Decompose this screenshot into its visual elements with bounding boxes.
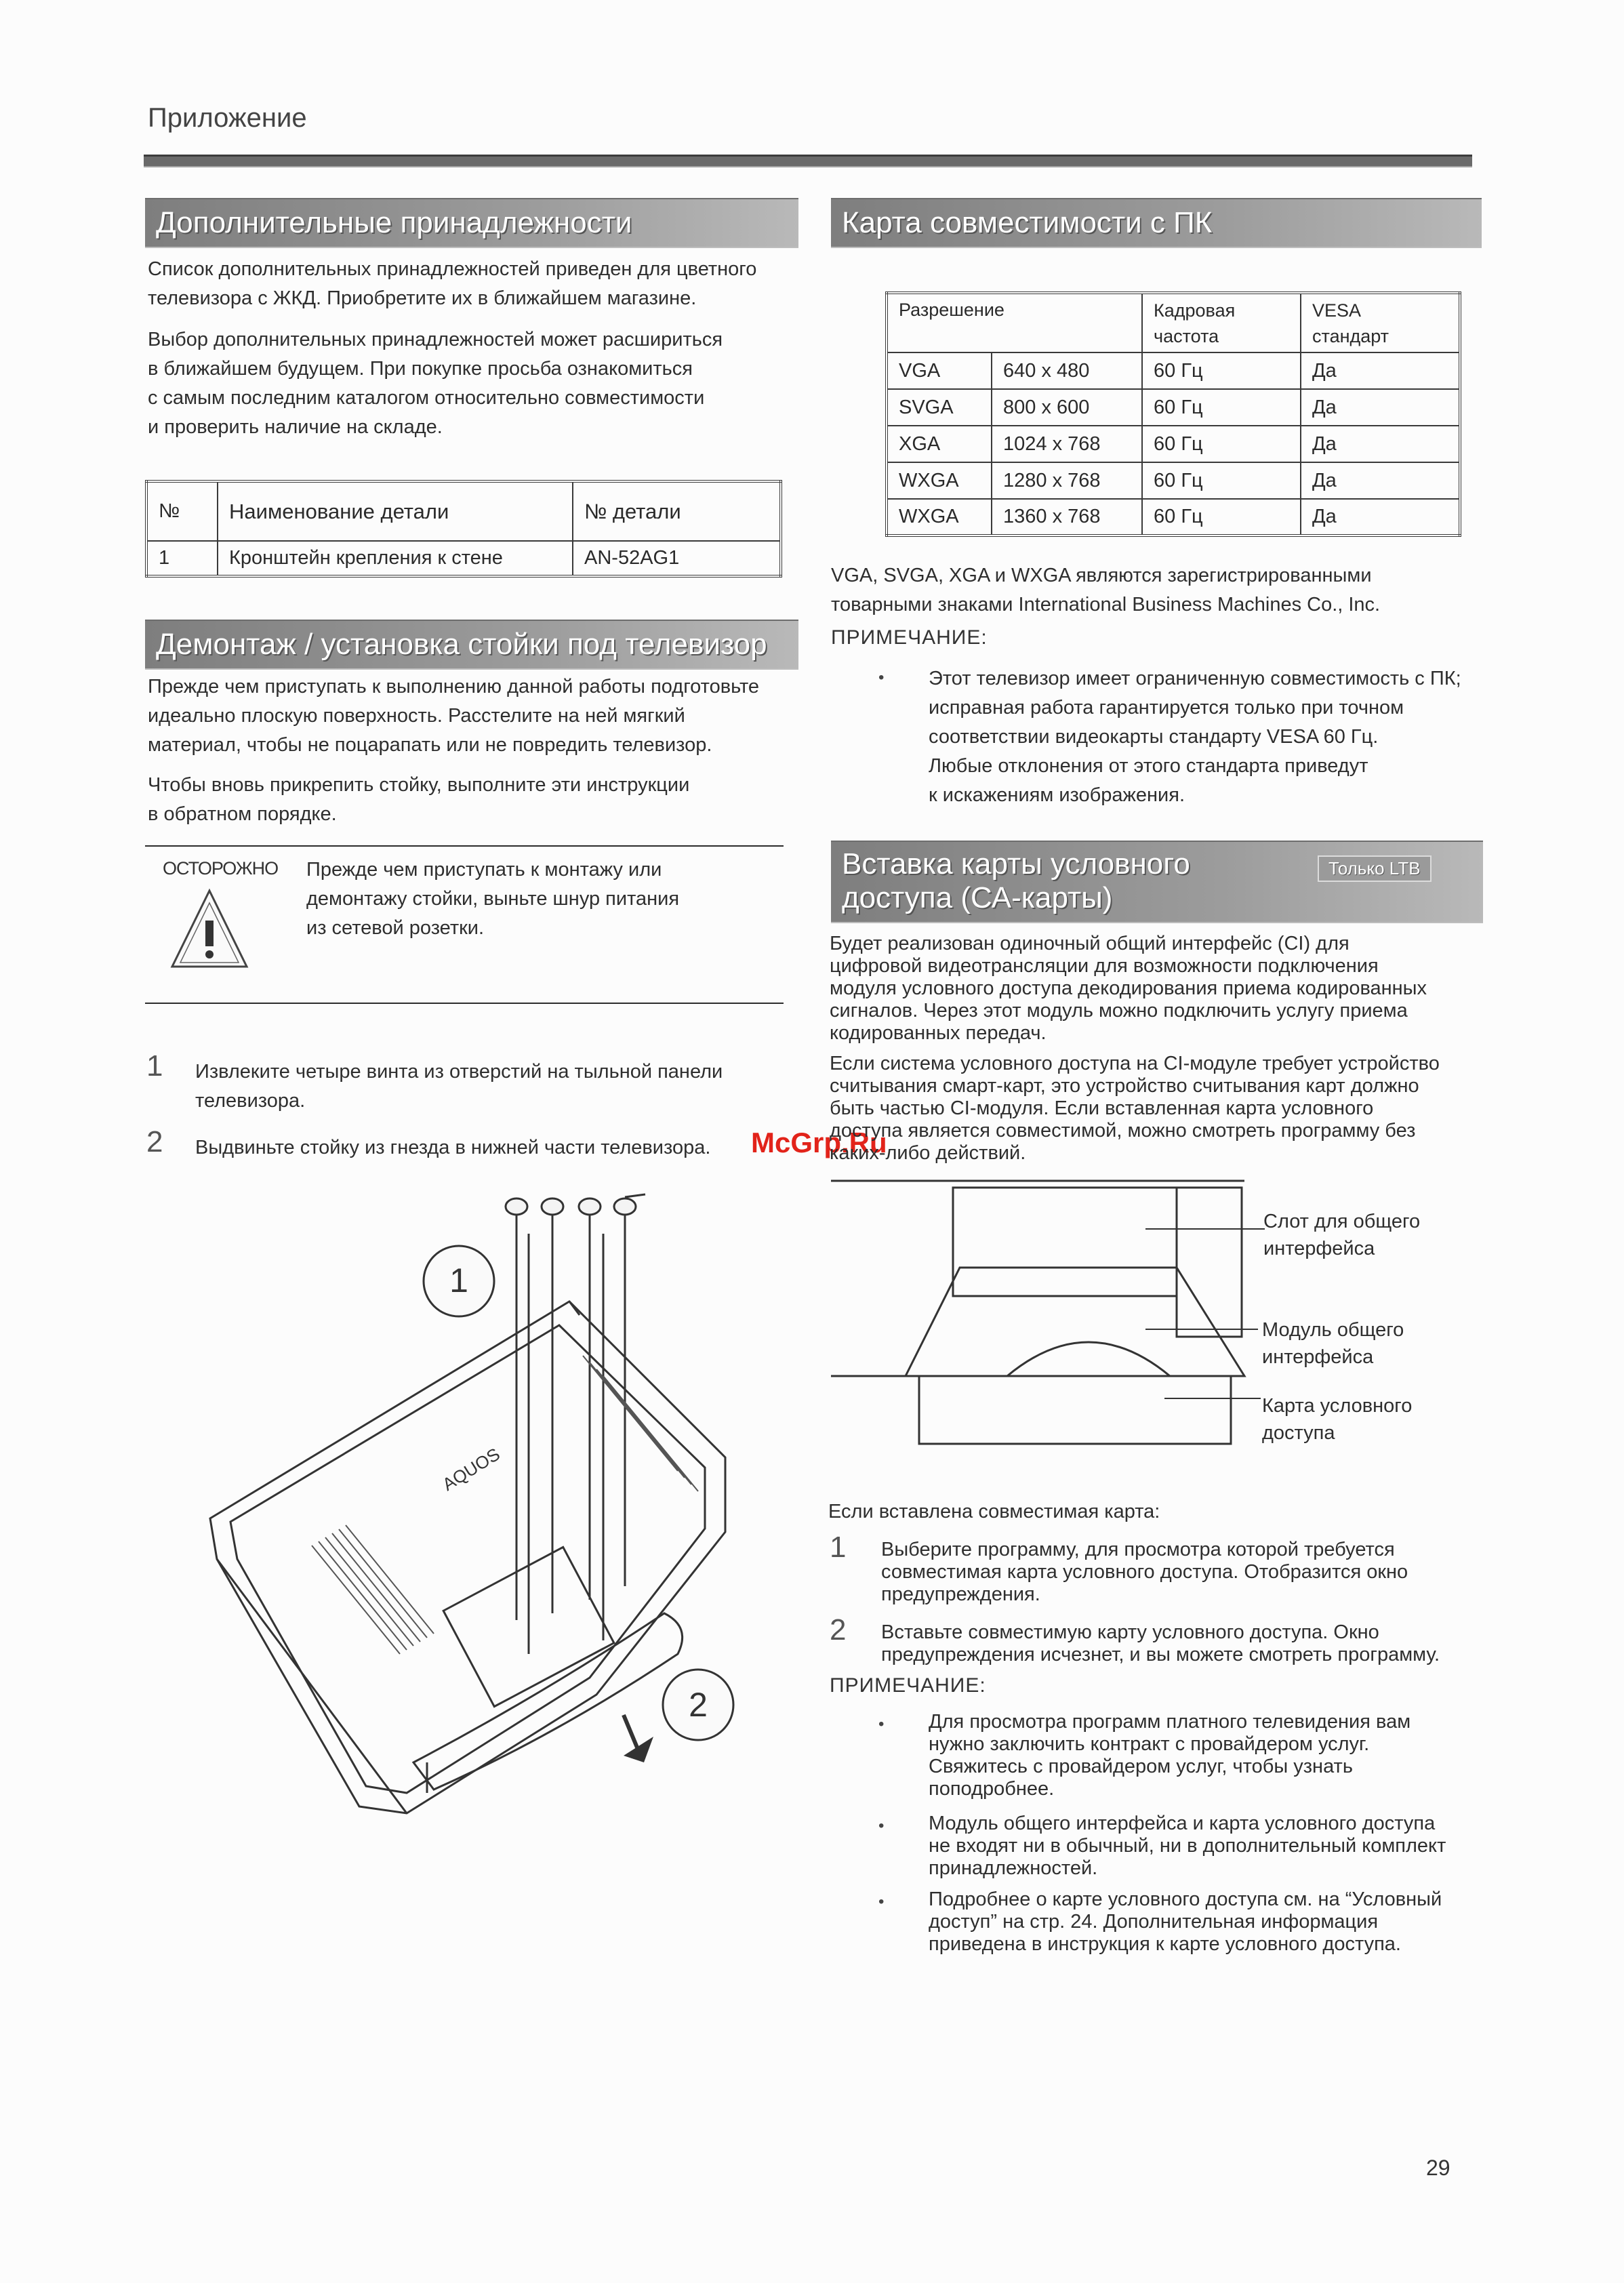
bullet-icon: •: [878, 1715, 885, 1733]
page-number: 29: [1426, 2156, 1450, 2180]
header-line: Кадровая: [1154, 300, 1236, 321]
ci-module-diagram: [831, 1173, 1265, 1471]
table-cell: 640 x 480: [992, 352, 1142, 389]
step-number: 2: [146, 1125, 163, 1158]
text-line: соответствии видеокарты стандарту VESA 60 Гц.: [929, 726, 1379, 748]
ca-note-3: [929, 1888, 1471, 1956]
text-line: исправная работа гарантируется только при точном: [929, 697, 1404, 719]
text-line: в обратном порядке.: [148, 803, 337, 825]
text-line: Если система условного доступа на CI-модуле требует устройство: [830, 1053, 1440, 1074]
text-line: приведена в инструкция к карте условного доступа.: [929, 1933, 1401, 1955]
table-row: [887, 499, 1460, 536]
table-cell: 60 Гц: [1142, 389, 1301, 426]
table-row: [887, 389, 1460, 426]
text-line: интерфейса: [1263, 1238, 1375, 1259]
text-line: Выберите программу, для просмотра которой требуется: [881, 1539, 1395, 1560]
heading-line: Вставка карты условного: [842, 847, 1190, 881]
text-line: модуля условного доступа декодирования приема кодированных: [830, 977, 1427, 999]
pull-arrow-icon: [624, 1715, 653, 1762]
text-line: и проверить наличие на складе.: [148, 416, 443, 438]
header-rule: [144, 155, 1472, 167]
bullet-icon: •: [878, 1817, 885, 1835]
warning-triangle-icon: [168, 887, 251, 971]
text-line: совместимая карта условного доступа. Отобразится окно: [881, 1561, 1408, 1583]
table-cell: 60 Гц: [1142, 499, 1301, 536]
pc-note-text: [929, 664, 1471, 810]
watermark: McGrp.Ru: [751, 1127, 887, 1158]
table-row: [887, 462, 1460, 499]
table-cell: AN-52AG1: [573, 541, 781, 576]
table-cell: Да: [1301, 499, 1460, 536]
text-line: Прежде чем приступать к выполнению данной работы подготовьте: [148, 676, 760, 698]
text-line: доступ” на стр. 24. Дополнительная информация: [929, 1911, 1379, 1933]
text-line: Этот телевизор имеет ограниченную совместимость с ПК;: [929, 668, 1461, 689]
table-cell: Да: [1301, 352, 1460, 389]
text-line: цифровой видеотрансляции для возможности подключения: [830, 955, 1379, 977]
column-header-vesa: [1301, 293, 1460, 352]
bullet-icon: •: [878, 1893, 885, 1911]
ltb-only-badge: Только LTB: [1318, 855, 1432, 882]
text-line: сигналов. Через этот модуль можно подключить услугу приема: [830, 1000, 1408, 1022]
text-line: Модуль общего интерфейса и карта условного доступа: [929, 1813, 1436, 1834]
text-line: Выдвиньте стойку из гнезда в нижней части телевизора.: [195, 1137, 711, 1158]
tv-brand-label: AQUOS: [439, 1443, 504, 1495]
step-number: 1: [830, 1531, 847, 1564]
ca-step-1: [881, 1539, 1478, 1606]
text-line: Для просмотра программ платного телевидения вам: [929, 1711, 1411, 1733]
caution-top-rule: [145, 845, 784, 847]
table-cell: VGA: [887, 352, 992, 389]
column-header-part-number: № детали: [573, 481, 781, 541]
screw-icon: [506, 1194, 645, 1240]
leader-line: [1164, 1398, 1261, 1399]
text-line: поподробнее.: [929, 1778, 1055, 1800]
module-label: [1262, 1316, 1465, 1371]
table-cell: 60 Гц: [1142, 352, 1301, 389]
slot-label: [1263, 1208, 1467, 1262]
text-line: кодированных передач.: [830, 1022, 1047, 1044]
text-line: идеально плоскую поверхность. Расстелите на ней мягкий: [148, 705, 685, 727]
ca-step-2: [881, 1621, 1478, 1666]
ca-note-2: [929, 1813, 1471, 1880]
text-line: VGA, SVGA, XGA и WXGA являются зарегистрированными: [831, 565, 1372, 586]
stand-step-2: [195, 1133, 792, 1163]
table-cell: 1: [146, 541, 218, 576]
text-line: в ближайшем будущем. При покупке просьба ознакомиться: [148, 358, 693, 380]
table-header-row: [146, 481, 781, 541]
leader-line: [1145, 1228, 1265, 1230]
text-line: Карта условного: [1262, 1395, 1413, 1417]
stand-intro: [148, 672, 792, 829]
text-line: Чтобы вновь прикрепить стойку, выполните эти инструкции: [148, 774, 690, 796]
text-line: каких-либо действий.: [830, 1142, 1026, 1164]
accessories-table: [145, 480, 782, 578]
header-line: стандарт: [1312, 325, 1389, 346]
text-line: предупреждения.: [881, 1583, 1040, 1605]
tv-stand-figure: [190, 1179, 766, 1830]
leader-line: [1145, 1329, 1258, 1330]
trademark-note: [831, 561, 1475, 620]
table-cell: Да: [1301, 462, 1460, 499]
caution-text: [306, 855, 781, 943]
heading-line: доступа (СА-карты): [842, 881, 1113, 914]
text-line: не входят ни в обычный, ни в дополнительный комплект: [929, 1835, 1446, 1857]
text-line: к искажениям изображения.: [929, 784, 1185, 806]
text-line: считывания смарт-карт, это устройство считывания карт должно: [830, 1075, 1419, 1097]
text-line: нужно заключить контракт с провайдером услуг.: [929, 1733, 1370, 1755]
step-number: 1: [146, 1049, 163, 1083]
text-line: телевизора.: [195, 1090, 306, 1112]
text-line: телевизора с ЖКД. Приобретите их в ближайшем магазине.: [148, 287, 697, 309]
header-line: частота: [1154, 325, 1219, 346]
header-line: VESA: [1312, 300, 1362, 321]
table-cell: 60 Гц: [1142, 462, 1301, 499]
bullet-icon: •: [878, 668, 885, 687]
column-header-number: №: [146, 481, 218, 541]
page-section-title: Приложение: [148, 103, 307, 133]
table-cell: 800 x 600: [992, 389, 1142, 426]
column-header-refresh: [1142, 293, 1301, 352]
text-line: Подробнее о карте условного доступа см. на “Условный: [929, 1888, 1442, 1910]
pc-compat-table: [885, 291, 1461, 537]
text-line: демонтажу стойки, выньте шнур питания: [306, 888, 680, 910]
table-row: [887, 352, 1460, 389]
text-line: Выбор дополнительных принадлежностей может расшириться: [148, 329, 723, 350]
text-line: материал, чтобы не поцарапать или не повредить телевизор.: [148, 734, 712, 756]
caution-label: ОСТОРОЖНО: [163, 858, 279, 878]
text-line: Прежде чем приступать к монтажу или: [306, 859, 662, 881]
text-line: из сетевой розетки.: [306, 917, 485, 939]
table-header-row: [887, 293, 1460, 352]
stand-heading: Демонтаж / установка стойки под телевизор: [145, 620, 798, 670]
table-row: [146, 541, 781, 576]
text-line: предупреждения исчезнет, и вы можете смотреть программу.: [881, 1644, 1440, 1665]
callout-2-label: 2: [689, 1686, 708, 1724]
step-number: 2: [830, 1613, 847, 1646]
callout-1-label: 1: [449, 1261, 468, 1299]
table-cell: Да: [1301, 426, 1460, 462]
ca-note-title: ПРИМЕЧАНИЕ:: [830, 1674, 986, 1697]
table-cell: Кронштейн крепления к стене: [218, 541, 573, 576]
text-line: Список дополнительных принадлежностей приведен для цветного: [148, 258, 757, 280]
ca-card-heading: [831, 841, 1483, 923]
table-cell: 1280 x 768: [992, 462, 1142, 499]
text-line: Свяжитесь с провайдером услуг, чтобы узнать: [929, 1756, 1353, 1777]
card-label: [1262, 1392, 1465, 1447]
text-line: Вставьте совместимую карту условного доступа. Окно: [881, 1621, 1379, 1643]
column-header-part-name: Наименование детали: [218, 481, 573, 541]
text-line: принадлежностей.: [929, 1857, 1098, 1879]
text-line: Любые отклонения от этого стандарта приведут: [929, 755, 1368, 777]
text-line: с самым последним каталогом относительно совместимости: [148, 387, 705, 409]
text-line: быть частью CI-модуля. Если вставленная карта условного: [830, 1097, 1374, 1119]
table-cell: SVGA: [887, 389, 992, 426]
if-inserted-text: Если вставлена совместимая карта:: [828, 1501, 1160, 1522]
column-header-resolution: Разрешение: [887, 293, 1142, 352]
stand-step-1: [195, 1057, 792, 1116]
text-line: товарными знаками International Business Machines Co., Inc.: [831, 594, 1381, 615]
table-row: [887, 426, 1460, 462]
text-line: доступа: [1262, 1422, 1335, 1444]
table-cell: 60 Гц: [1142, 426, 1301, 462]
table-cell: WXGA: [887, 462, 992, 499]
accessories-heading: Дополнительные принадлежности: [145, 198, 798, 248]
text-line: доступа является совместимой, можно смотреть программу без: [830, 1120, 1416, 1142]
text-line: Извлеките четыре винта из отверстий на тыльной панели: [195, 1061, 723, 1083]
text-line: Модуль общего: [1262, 1319, 1404, 1341]
accessories-intro: [148, 255, 785, 442]
ca-note-1: [929, 1711, 1471, 1800]
text-line: Слот для общего: [1263, 1211, 1421, 1232]
table-cell: XGA: [887, 426, 992, 462]
ca-intro: [830, 933, 1480, 1165]
pc-note-title: ПРИМЕЧАНИЕ:: [831, 626, 988, 649]
table-cell: WXGA: [887, 499, 992, 536]
table-cell: 1024 x 768: [992, 426, 1142, 462]
pc-compat-heading: Карта совместимости с ПК: [831, 198, 1482, 248]
text-line: Будет реализован одиночный общий интерфейс (CI) для: [830, 933, 1349, 954]
caution-bottom-rule: [145, 1003, 784, 1004]
table-cell: 1360 x 768: [992, 499, 1142, 536]
table-cell: Да: [1301, 389, 1460, 426]
text-line: интерфейса: [1262, 1346, 1374, 1368]
